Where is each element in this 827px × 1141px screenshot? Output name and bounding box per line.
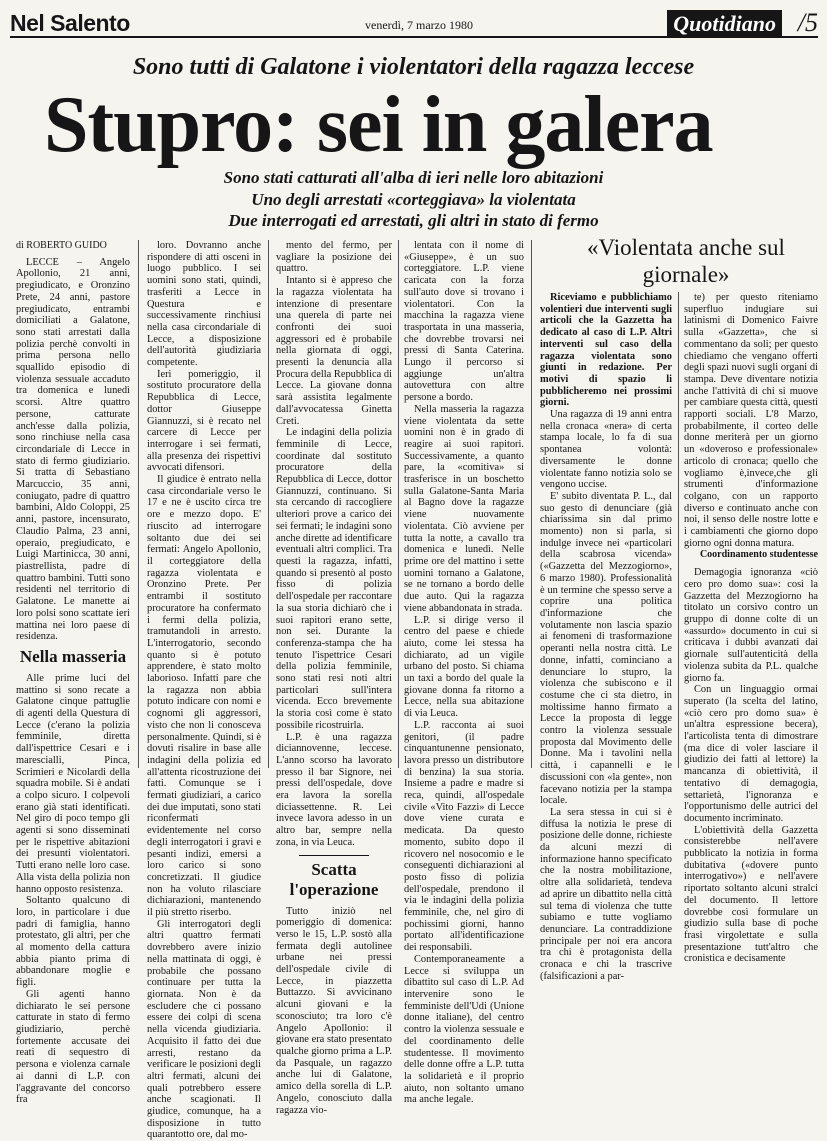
paragraph: L.P. racconta ai suoi genitori, (il padre cinquantunenne pensionato, lavora presso un distributore di benzina) la sua storia. Insieme a padre e madre si reca, quindi, all'ospedale civile «Vito Fazzi» di Lecce dove viene curata e medicata. Da questo momento, subito dopo il ricovero nel nosocomio e le conseguenti dichiarazioni al posto fisso di polizia dell'ospedale, prendono il via le indagini della polizia femminile, che, nel giro di pochissimi giorni, hanno portato all'identificazione dei responsabili. — [404, 719, 524, 954]
paragraph: Gli interrogatori degli altri quattro fermati dovrebbero avere inizio nella mattinata di oggi, è probabile che possano continuare per tutta la giornata. Non è da escludere che ci possano essere dei colpi di scena nella vicenda giudiziaria. Acquisito il fatto dei due arresti, restano da verificare le posizioni degli altri fermati, alcuni dei quali potrebbero essere anche scagionati. Il giudice, comunque, ha a disposizione in tutto quarantotto ore, dal mo- — [147, 918, 261, 1141]
paragraph: L'obiettività della Gazzetta consisterebbe nell'avere pubblicato la notizia in forma dubitativa («dovere punto interrogativo») e nell'avere riportato soltanto alcuni stralci del documento. Il lettore dovrebbe così formulare un giudizio sulla base di poche frasi virgolettate e sulla presentazione tutt'altro che cronistica e decisamente — [684, 824, 818, 965]
paragraph: Soltanto qualcuno di loro, in particolare i due padri di famiglia, hanno protestato, gli altri, per che al momento della cattura abbia pianto prima di abbandonare moglie e figli. — [16, 895, 130, 989]
column-divider — [531, 240, 532, 768]
subheading-masseria: Nella masseria — [19, 646, 127, 666]
issue-date: venerdì, 7 marzo 1980 — [365, 18, 473, 32]
paragraph: L.P. è una ragazza diciannovenne, leccese. L'anno scorso ha lavorato presso il bar Signore, nei pressi dell'ospedale, dove era lavora la sorella diciassettenne. R. Lei invece lavora adesso in un altro bar, sempre nella zona, in via Leuca. — [276, 731, 392, 848]
masthead — [10, 8, 818, 38]
page-number: /5 — [797, 8, 818, 37]
subheading-operazione: Scatta l'operazione — [289, 859, 379, 899]
paragraph: mento del fermo, per vagliare la posizione dei quattro. — [276, 240, 392, 275]
paragraph: te) per questo riteniamo superfluo indugiare sui latinismi di Domenico Faivre sulla «Gazzetta», che si commentano da soli; per questo chiediamo che vengano offerti degli spazi nuovi sugli organi di stampa. Deve diventare notizia anche l'attività di chi si muove per cambiare questa città, questi rapporti sociali. L'8 Marzo, probabilmente, il corteo delle donne meriterà per un giorno un «doveroso e professionale» articolo di cronaca; quello che vogliamo è,invece,che gli strumenti d'informazione colgano, con un rapporto diverso e continuato anche con noi, il senso delle nostre lotte e i cambiamenti che giorno dopo giorno ogni donna matura. — [684, 292, 818, 549]
paragraph: Le indagini della polizia femminile di Lecce, coordinate dal sostituto procuratore della Repubblica di Lecce, dottor Giannuzzi, continuano. Si sta cercando di raccogliere ulteriori prove a carico dei sei fermati; le indagini sono anche dirette ad identificare eventuali altri complici. Tra questi la ragazza, infatti, quando si presentò al posto fisso di polizia dell'ospedale per raccontare la sua storia dichiarò che i suoi rapitori erano sette, non sei. Durante la conferenza-stampa che ha tenuto l'ispettrice Cesari della polizia femminile, sono stati resi noti altri particolari sull'intera vicenda. Ecco brevemente la storia così come è stato possibile ricostruirla. — [276, 427, 393, 731]
column-text — [540, 292, 672, 982]
sidebar-title: «Violentata anche sul giornale» — [587, 235, 785, 287]
column-text — [684, 292, 818, 549]
section-name: Nel Salento — [10, 10, 130, 36]
paragraph: Il giudice è entrato nella casa circondariale verso le 17 e ne è uscito circa tre ore e mezzo dopo. E' riuscito ad interrogare soltanto due dei sei fermati: Angelo Apollonio, il corteggiatore della ragazza violentata e Oronzino Prete. Per entrambi il sostituto procuratore ha confermato i fermi della polizia, tramutandoli in arresto. L'interrogatorio, secondo quanto si è potuto apprendere, è stato molto laborioso. Infatti pare che la ragazza non abbia potuto indicare con nomi e cognomi gli aggressori, visto che non li conosceva personalmente. Quindi, si è dovuti risalire in base alle indagini della polizia ed all'attenta ricostruzione dei fatti. Comunque se i fermati giudiziari, a carico dei due imputati, sono stati riconfermati evidentemente nel corso degli interrogatori i gravi e pesanti indizi, emersi a loro carico si sono concretizzati. Il giudice non ha voluto rilasciare dichiarazioni, mantenendo il più stretto riserbo. — [147, 474, 261, 919]
paragraph: Intanto si è appreso che la ragazza violentata ha intenzione di presentare una querela di parte nei confronti dei suoi aggressori ed è probabile nella giornata di oggi, presenti la denuncia alla Procura della Repubblica di Lecce. La giovane donna sarà assistita legalmente dall'avvocatessa Ginetta Creti. — [276, 275, 392, 427]
paragraph: Gli agenti hanno dichiarato le sei persone catturate in stato di fermo giudiziario, perchè fortemente accusate dei reati di sequestro di persona e violenza carnale ai danni di L.P. con l'aggravante del concorso fra — [16, 988, 130, 1106]
paragraph: Alle prime luci del mattino si sono recate a Galatone cinque pattuglie di agenti della Questura di Lecce (c'erano la polizia femminile, diretta dall'ispettrice Cesari e i marescialli, Pinca, Scrimieri e Nicolardi della squadra mobile. Si è andati a colpo sicuro. I colpevoli erano già stati identificati. Nel giro di poco tempo gli agenti si sono disseminati per le rispettive abitazioni dei presunti violentatori. Tutti erano nelle loro case. Alla vista della polizia non hanno opposto resistenza. — [16, 672, 130, 895]
paragraph: Riceviamo e pubblichiamo volentieri due interventi sugli articoli che la Gazzetta ha dedicato al caso di L.P. Altri interventi sul caso della ragazza violentata sono giunti in redazione. Per motivi di spazio li pubblicheremo nei prossimi giorni. — [540, 292, 672, 409]
column-text — [16, 257, 130, 643]
subheading-rule — [299, 855, 369, 856]
column-text — [276, 240, 392, 849]
article-column-2 — [147, 240, 261, 1141]
paragraph: Nella masseria la ragazza viene violentata da sette uomini non è in grado di reagire ai suoi rapitori. Successivamente, a quanto pare, la «comitiva» si trasferisce in un boschetto sulla Galatone-Santa Maria al Bagno dove la ragazze viene nuovamente violentata. Ciò avviene per tutta la notte, a cavallo tra domenica e lunedì. Nelle prime ore del mattino i sette uomini tornano a Galatone, se ne tornano a bordo delle due auto. Qui la ragazza viene abbandonata in strada. — [404, 403, 524, 614]
article-column-3 — [276, 240, 393, 1116]
paragraph: Ieri pomeriggio, il sostituto procuratore della Repubblica di Lecce, dottor Giuseppe Giannuzzi, si è recato nel carcere di Lecce per interrogare i sei fermati, alla presenza dei rispettivi avvocati difensori. — [147, 368, 261, 474]
column-text — [147, 240, 261, 1141]
column-divider — [398, 240, 399, 768]
column-divider — [138, 240, 139, 768]
deck-line: Uno degli arrestati «corteggiava» la violentata — [251, 190, 576, 209]
paragraph: Tutto iniziò nel pomeriggio di domenica: verso le 15, L.P. sostò alla fermata degli autolinee urbane nei pressi dell'ospedale civile di Lecce, in piazzetta Buttazzo. Si avvicinano alcuni giovani e la sconosciuto; tra loro c'è Angelo Apollonio: il giovane era stato presentato qualche giorno prima a L.P. da Pasquale, un ragazzo anche lui di Galatone, amico della sorella di L.P. Angelo, conosciuto dalla ragazza vio- — [276, 905, 392, 1116]
column-divider — [678, 292, 679, 768]
deck-line: Sono stati catturati all'alba di ieri nelle loro abitazioni — [223, 168, 604, 187]
newspaper-name: Quotidiano — [667, 10, 782, 37]
kicker: Sono tutti di Galatone i violentatori della ragazza leccese — [132, 54, 695, 80]
article-column-1 — [16, 240, 130, 1106]
deck-line: Due interrogati ed arrestati, gli altri in stato di fermo — [228, 211, 599, 230]
sidebar-column-1 — [540, 292, 672, 982]
paragraph: Con un linguaggio ormai superato (la scelta del latino, «ciò cero pro domo sua» è un'altra espressione becera), l'articolista tenta di dimostrare (ma dice di voler lasciare il giudizio dei fatti al lettore) la mancanza di obiettività, il tentativo di demagogia, settarietà, l'ignoranza e l'opportunismo delle autrici del documento incriminato. — [684, 684, 818, 824]
paragraph: E' subito diventata P. L., dal suo gesto di denunciare (già chiarissima sin dal primo momento) non si parla, si indulge invece nei «particolari della scabrosa vicenda» («Gazzetta del Mezzogiorno», 6 marzo 1980). Professionalità è un termine che spesso serve a coprire una politica d'informazione che volutamente non lascia spazio ai fenomeni di trasformazione operanti nella nostra città. Le donne, infatti, cominciano a denunciare lo stupro, la violenza che subiscono e il costume che ci sta dietro, in moltissime hanno firmato a Lecce la proposta di legge contro la violenza sessuale proposta dal Movimento delle Donne. Ma i tavolini nella città, i capannelli e le discussioni con «la gente», non facevano notizia per la stampa locale. — [540, 490, 672, 807]
paragraph: La sera stessa in cui si è diffusa la notizia le prese di posizione delle donne, richieste da alcuni mezzi di informazione hanno specificato che la nostra mobilitazione, oltre alla solidarietà, tendeva ad aprire un dibattito nella città sul tema di violenza che tutte subiamo e tutte vogliamo denunciare. La contraddizione principale per noi era ancora tra chi è protagonista della cronaca e chi la trascrive (falsificazioni a par- — [540, 806, 672, 982]
column-divider — [268, 240, 269, 768]
column-text — [16, 673, 130, 1106]
paragraph: LECCE – Angelo Apollonio, 21 anni, pregiudicato, e Oronzino Prete, 24 anni, pastore pregiudicato, entrambi domiciliati a Galatone, sono stati arrestati dalla polizia perchè convolti in prima persona nello squallido episodio di violenza sessuale accaduto tra domenica e lunedì scorsi. Altre quattro persone, catturate anch'esse dalla polizia, sono rinchiuse nella casa circondariale di Lecce in stato di fermo giudiziario. Si tratta di Sebastiano Marcuccio, 35 anni, coniugato, padre di quattro bambini, Aldo Coloppi, 25 anni, pastore, incensurato, Claudio Palma, 23 anni, operaio, pregiudicato, e Luigi Martinicca, 30 anni, piastrellista, padre di quattro bambini. Tutti sono residenti nel territorio di Galatone. Le manette ai loro polsi sono scattate ieri mattina nei loro paese di residenza. — [16, 256, 130, 643]
signature: Coordinamento studentesse — [699, 549, 818, 561]
paragraph: lentata con il nome di «Giuseppe», è un suo corteggiatore. L.P. viene caricata con la forza sull'auto dove si trovano i violentatori. Con la macchina la ragazza viene trasportata in una masseria, che dovrebbe trovarsi nei pressi di Santa Caterina. Lungo il percorso si aggiunge un'altra autovettura con altre persone a bordo. — [404, 240, 524, 404]
column-text — [276, 906, 392, 1117]
paragraph: L.P. si dirige verso il centro del paese e chiede aiuto, come lei stessa ha dichiarato, ad un vigile urbano del posto. Si chiama un taxi a bordo del quale la giovane donna fa ritorno a Lecce, nella sua abitazione di via Leuca. — [404, 614, 524, 720]
paragraph: Una ragazza di 19 anni entra nella cronaca «nera» di certa stampa locale, lo fa di sua spontanea volontà: diversamente le donne violentate fanno notizia solo se vengono uccise. — [540, 409, 672, 491]
column-text — [684, 567, 818, 965]
paragraph: loro. Dovranno anche rispondere di atti osceni in luogo pubblico. I sei uomini sono stati, quindi, trasferiti a Lecce in Questura e successivamente rinchiusi nella casa circondariale di Lecce, a disposizione dell'autorità giudiziaria competente. — [147, 240, 261, 369]
byline: di ROBERTO GUIDO — [16, 240, 107, 251]
paragraph: Demagogia ignoranza «ciò cero pro domo sua»: così la Gazzetta del Mezzogiorno ha titolato un corsivo contro un gruppo di donne colte di un «assurdo» documento in cui si criticava i dubbi avanzati dai giornale sull'autenticità della violenza subita da P.L. qualche giorno fa. — [684, 567, 818, 684]
paragraph: Contemporaneamente a Lecce si sviluppa un dibattito sul caso di L.P. Ad intervenire sono le femministe dell'Udi (Unione donne italiane), del centro contro la violenza sessuale e del coordinamento delle studentesse. Il movimento delle donne offre a L.P. tutta la solidarietà e il proprio aiuto, non soltanto umano ma anche legale. — [404, 953, 524, 1106]
headline: Stupro: sei in galera — [44, 81, 713, 169]
column-text — [404, 240, 524, 1106]
article-column-4 — [404, 240, 524, 1106]
sidebar-column-2 — [684, 292, 818, 965]
